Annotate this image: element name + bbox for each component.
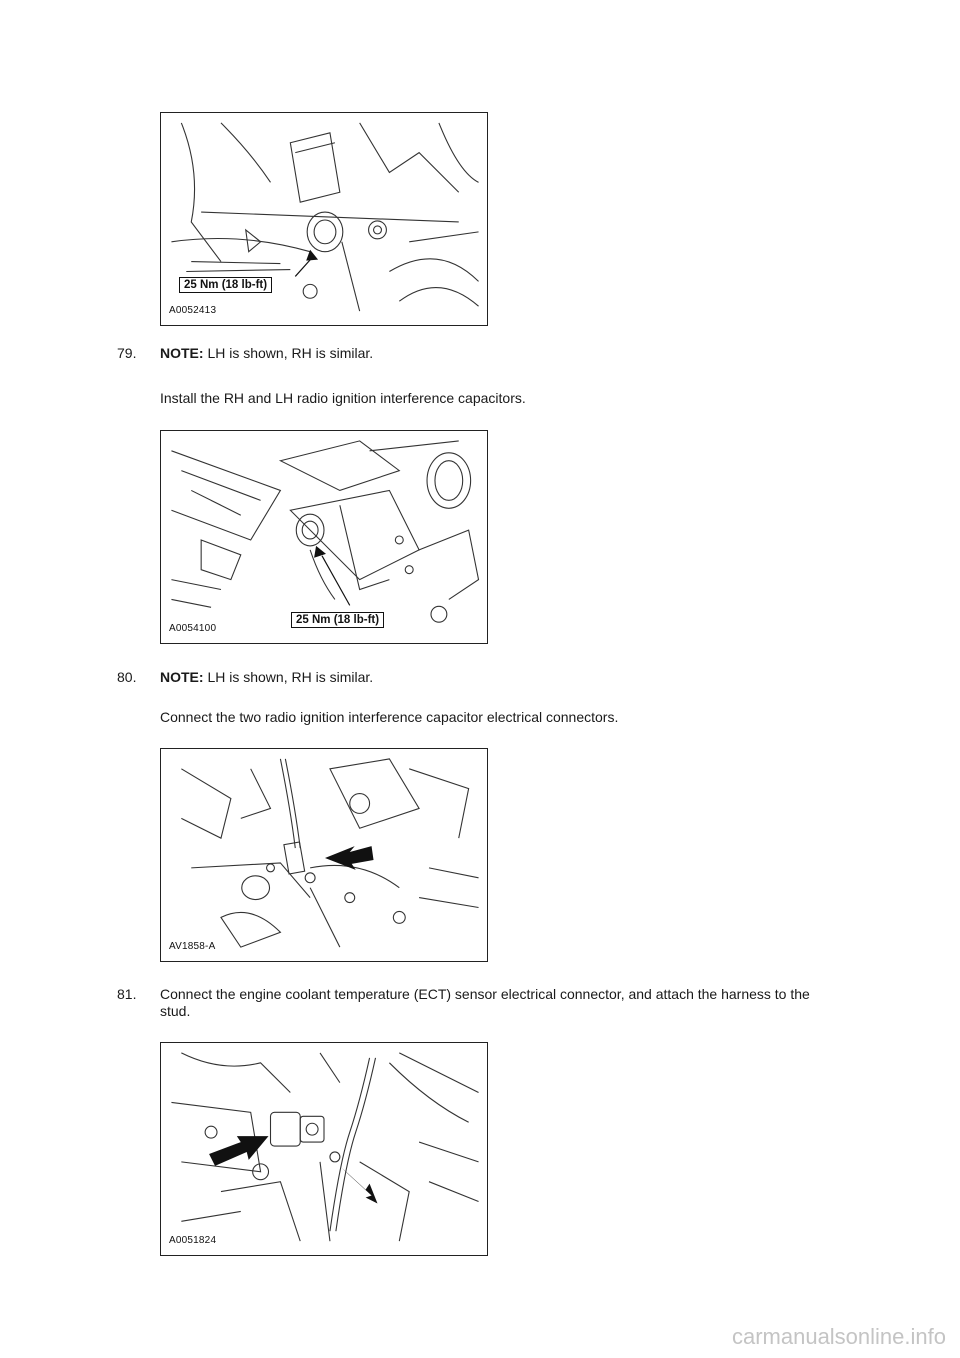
torque-callout: 25 Nm (18 lb-ft) [291,612,384,628]
step-number: 80. [117,669,137,685]
figure-id: A0052413 [169,305,217,316]
figure-a0054100 [160,430,488,644]
figure-av1858-a [160,748,488,962]
step-instruction: Connect the engine coolant temperature (ECT) sensor electrical connector, and attach the harness to the stud. [160,986,810,1019]
ect-sensor-illustration [161,1043,487,1255]
connector-illustration [161,749,487,961]
note-label: NOTE: [160,669,204,685]
step-instruction: Connect the two radio ignition interference capacitor electrical connectors. [160,709,619,725]
figure-id: AV1858-A [169,941,216,952]
engine-bolt-illustration [161,113,487,325]
step-note [160,669,840,686]
note-text: LH is shown, RH is similar. [203,669,374,685]
note-label: NOTE: [160,345,204,361]
step-number: 81. [117,986,137,1002]
figure-a0052413 [160,112,488,326]
step-note [160,345,840,362]
note-text: LH is shown, RH is similar. [203,345,374,361]
figure-id: A0054100 [169,623,217,634]
step-instruction: Install the RH and LH radio ignition interference capacitors. [160,390,526,406]
site-watermark: carmanualsonline.info [731,1324,946,1349]
figure-a0051824 [160,1042,488,1256]
torque-callout: 25 Nm (18 lb-ft) [179,277,272,293]
step-number: 79. [117,345,137,361]
figure-id: A0051824 [169,1235,217,1246]
